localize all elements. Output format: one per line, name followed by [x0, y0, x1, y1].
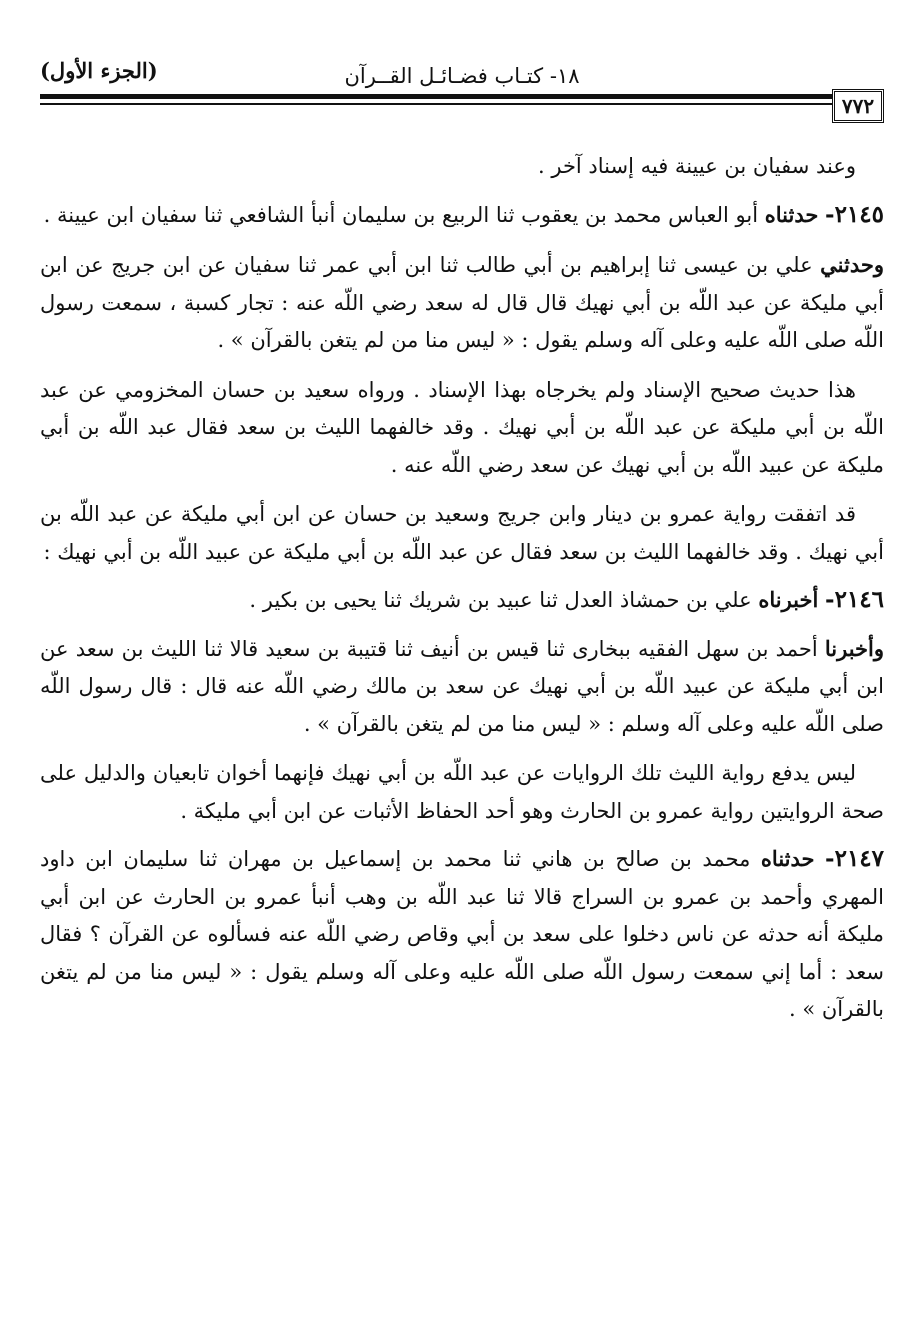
- header-rule-thin: [40, 103, 832, 105]
- narration-lead: أخبرناه: [758, 587, 819, 612]
- hadith-number: ٢١٤٦: [834, 586, 884, 613]
- chapter-title: ١٨- كتـاب فضـائـل القــرآن: [344, 64, 580, 88]
- paragraph-text: هذا حديث صحيح الإسناد ولم يخرجاه بهذا الإسناد . ورواه سعيد بن حسان المخزومي عن عبد اللّه بن أبي مليكة عن عبد اللّه بن أبي نهيك . وقد خالفهما الليث بن سعد فقال عبد اللّه بن أبي مليكة عن عبيد اللّه بن أبي نهيك عن سعد رضي اللّه عنه .: [40, 377, 884, 477]
- header-rule: [40, 94, 832, 99]
- paragraph-text: وعند سفيان بن عيينة فيه إسناد آخر .: [538, 154, 856, 178]
- paragraph-text: أحمد بن سهل الفقيه ببخارى ثنا قيس بن أنيف ثنا قتيبة بن سعيد قالا ثنا الليث بن سعد عن ابن أبي مليكة عن عبيد اللّه بن أبي نهيك عن سعد بن مالك رضي اللّه عنه قال : قال رسول اللّه صلى اللّه عليه وعلى آله وسلم : « ليس منا من لم يتغن بالقرآن » .: [40, 636, 884, 736]
- paragraph-commentary: [40, 372, 884, 485]
- paragraph-text: قد اتفقت رواية عمرو بن دينار وابن جريج وسعيد بن حسان عن ابن أبي مليكة عن عبد اللّه بن أبي نهيك . وقد خالفهما الليث بن سعد فقال عن عبد اللّه بن أبي مليكة عن عبيد اللّه بن أبي نهيك :: [40, 502, 884, 564]
- hadith-dash: -: [825, 200, 835, 228]
- page-body: [40, 148, 884, 1039]
- paragraph-commentary: [40, 755, 884, 830]
- paragraph-text: علي بن حمشاذ العدل ثنا عبيد بن شريك ثنا يحيى بن بكير .: [249, 588, 752, 612]
- hadith-2147: [40, 840, 884, 1029]
- hadith-dash: -: [825, 586, 835, 613]
- paragraph-chain: [40, 630, 884, 744]
- paragraph-text: أبو العباس محمد بن يعقوب ثنا الربيع بن سليمان أنبأ الشافعي ثنا سفيان ابن عيينة .: [43, 202, 759, 227]
- hadith-dash: -: [825, 845, 835, 872]
- volume-label: (الجزء الأول): [40, 58, 158, 83]
- paragraph-commentary: [40, 496, 884, 571]
- paragraph-text: علي بن عيسى ثنا إبراهيم بن أبي طالب ثنا ابن أبي عمر ثنا سفيان عن ابن جريج عن ابن أبي مليكة عن عبد اللّه بن أبي نهيك قال قال له سعد رضي اللّه عنه : تجار كسبة ، سمعت رسول اللّه صلى اللّه عليه وعلى آله وسلم يقول : « ليس منا من لم يتغن بالقرآن » .: [40, 253, 884, 352]
- hadith-number: ٢١٤٥: [834, 200, 884, 228]
- paragraph-text: محمد بن صالح بن هاني ثنا محمد بن إسماعيل بن مهران ثنا سليمان ابن داود المهري وأحمد بن عمرو بن السراج قالا ثنا عبد اللّه بن وهب أنبأ عمرو بن الحارث عن ابن أبي مليكة أنه حدثه عن ناس دخلوا على سعد بن أبي وقاص رضي اللّه عنه فسألوه عن القرآن ؟ فقال سعد : أما إني سمعت رسول اللّه صلى اللّه عليه وعلى آله وسلم يقول : « ليس منا من لم يتغن بالقرآن » .: [40, 847, 884, 1021]
- paragraph-text: ليس يدفع رواية الليث تلك الروايات عن عبد اللّه بن أبي نهيك فإنهما أخوان تابعيان والدليل على صحة الروايتين رواية عمرو بن الحارث وهو أحد الحفاظ الأثبات عن ابن أبي مليكة .: [40, 761, 884, 823]
- hadith-number: ٢١٤٧: [834, 845, 885, 872]
- narration-lead: حدثناه: [764, 201, 819, 227]
- paragraph-chain: [40, 246, 884, 360]
- hadith-2145: [40, 196, 884, 235]
- hadith-2146: [40, 581, 884, 620]
- paragraph-intro: [40, 148, 884, 186]
- narration-lead: حدثناه: [760, 846, 815, 871]
- narration-lead: وأخبرنا: [824, 635, 884, 661]
- page-number: ٧٧٢: [832, 89, 884, 123]
- narration-lead: وحدثني: [820, 252, 884, 277]
